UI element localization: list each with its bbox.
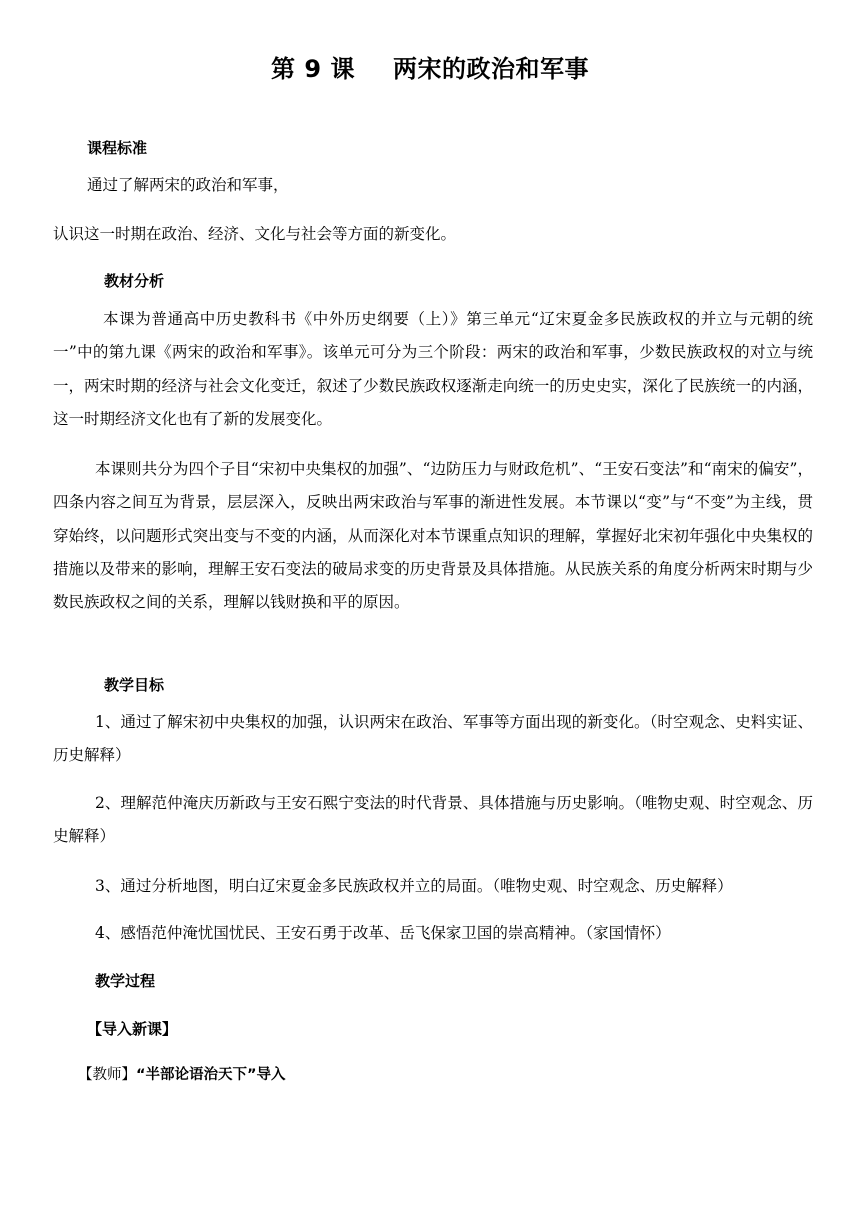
course-standard-heading: 课程标准 [87,139,148,157]
teacher-intro-line [78,1064,286,1086]
teacher-intro-text: “半部论语治天下”导入 [136,1067,286,1083]
textbook-analysis-paragraph-1: 本课为普通高中历史教科书《中外历史纲要（上）》第三单元“辽宋夏金多民族政权的并立与元朝的统一”中的第九课《两宋的政治和军事》。该单元可分为三个阶段：两宋的政治和军事，少数民族政权的对立与统一，两宋时期的经济与社会文化变迁，叙述了少数民族政权逐渐走向统一的历史史实，深化了民族统一的内涵，这一时期经济文化也有了新的发展变化。 [53,310,813,428]
lesson-number: 第 9 课 [271,55,355,83]
page-title [0,52,860,86]
teaching-process-heading: 教学过程 [95,972,156,990]
teaching-goal-3: 3、通过分析地图，明白辽宋夏金多民族政权并立的局面。（唯物史观、时空观念、历史解释） [95,877,733,895]
course-standard-line-2: 认识这一时期在政治、经济、文化与社会等方面的新变化。 [53,225,457,243]
intro-section-label: 【导入新课】 [87,1020,178,1038]
lesson-name: 两宋的政治和军事 [392,55,589,83]
teaching-goal-4: 4、感悟范仲淹忧国忧民、王安石勇于改革、岳飞保家卫国的崇高精神。（家国情怀） [95,924,671,942]
textbook-analysis-heading: 教材分析 [104,272,165,290]
teaching-goal-2: 2、理解范仲淹庆历新政与王安石熙宁变法的时代背景、具体措施与历史影响。（唯物史观、时空观念、历史解释） [53,794,813,846]
course-standard-line-1: 通过了解两宋的政治和军事， [87,176,289,194]
teacher-prefix: 【教师】 [78,1067,136,1083]
teaching-goal-1: 1、通过了解宋初中央集权的加强，认识两宋在政治、军事等方面出现的新变化。（时空观念、史料实证、历史解释） [53,713,813,765]
teaching-goals-heading: 教学目标 [104,676,165,694]
textbook-analysis-paragraph-2: 本课则共分为四个子目“宋初中央集权的加强”、“边防压力与财政危机”、“王安石变法”和“南宋的偏安”，四条内容之间互为背景，层层深入，反映出两宋政治与军事的渐进性发展。本节课以“变”与“不变”为主线，贯穿始终，以问题形式突出变与不变的内涵，从而深化对本节课重点知识的理解，掌握好北宋初年强化中央集权的措施以及带来的影响，理解王安石变法的破局求变的历史背景及具体措施。从民族关系的角度分析两宋时期与少数民族政权之间的关系，理解以钱财换和平的原因。 [53,460,813,612]
